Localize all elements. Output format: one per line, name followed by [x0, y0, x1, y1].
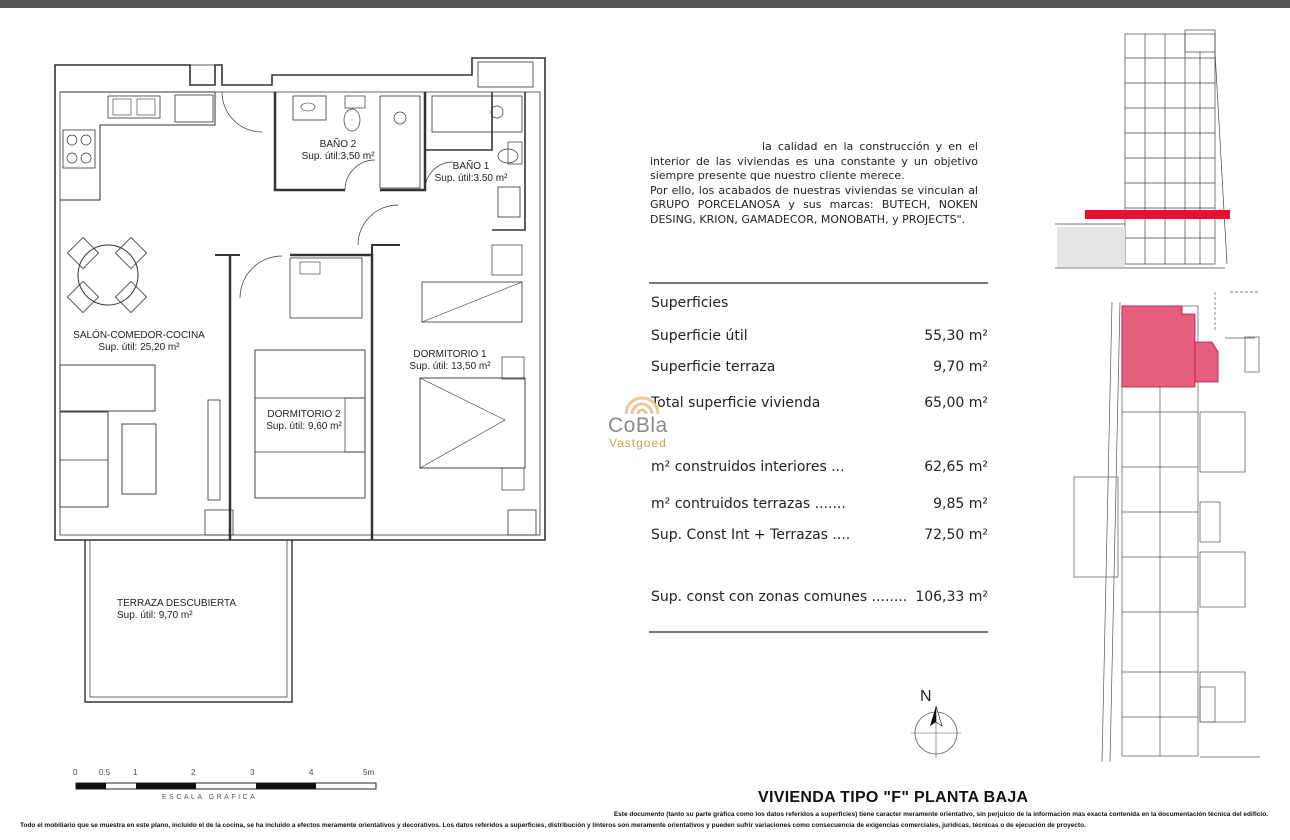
disclaimer-line-2: Todo el mobiliario que se muestra en este plano, incluido el de la cocina, se ha incluido a efectos meramente orientativos y decorativos. Los datos referidos a superficies, distribución y linteros son meramente orientativos y pueden sufrir variaciones como consecuencia de exigencias comerciales, jurídicas, técnicas o de ejecución de proyecto. [20, 822, 1086, 829]
disclaimer-line-1: Este documento (tanto su parte gráfica como los datos referidos a superficies) tiene caracter meramente orientativo, sin perjuicio de la información más exacta contenida en la documentación técnica del edificio. [613, 811, 1268, 818]
surfaces-bottom-rule [649, 631, 988, 633]
surface-row-value: 9,85 m² [933, 496, 988, 512]
watermark-sub: Vastgoed [609, 436, 667, 450]
surfaces-heading-text: Superficies [651, 295, 729, 311]
scale-tick-0: 0 [73, 768, 78, 777]
bano1-area: Sup. útil:3.50 m² [434, 173, 508, 184]
surface-row-label: Superficie útil [651, 328, 748, 344]
bano2-label [293, 139, 383, 163]
surface-row-label: Sup. const con zonas comunes ........ [651, 589, 908, 605]
dorm2-name: DORMITORIO 2 [267, 409, 341, 420]
bano1-label [428, 161, 514, 185]
description-line-2: Por ello, los acabados de nuestras viviendas se vinculan al GRUPO PORCELANOSA y sus marcas: BUTECH, NOKEN DESING, KRION, GAMADECOR, MONOBATH, y PROJECTS". [650, 183, 978, 226]
surface-row-label: Sup. Const Int + Terrazas .... [651, 527, 851, 543]
salon-area: Sup. útil: 25,20 m² [98, 342, 180, 353]
surface-row-value: 72,50 m² [924, 527, 988, 543]
surface-row-value: 55,30 m² [924, 328, 988, 344]
surface-row-value: 106,33 m² [915, 589, 988, 605]
surface-row-label: m² construidos interiores ... [651, 459, 845, 475]
dorm1-label [400, 349, 500, 373]
plan-title: VIVIENDA TIPO "F" PLANTA BAJA [758, 789, 1029, 806]
surface-row-label: Superficie terraza [651, 359, 776, 375]
bano2-area: Sup. útil:3,50 m² [301, 151, 375, 162]
scale-tick-5m: 5m [363, 768, 375, 777]
dorm1-name: DORMITORIO 1 [413, 349, 487, 360]
scale-caption: ESCALA GRAFICA [162, 794, 258, 801]
surface-row-value: 65,00 m² [924, 395, 988, 411]
surfaces-top-rule [649, 282, 988, 284]
scale-tick-2: 2 [191, 768, 196, 777]
scale-tick-05: 0.5 [99, 768, 111, 777]
terraza-name: TERRAZA DESCUBIERTA [117, 598, 237, 609]
compass-icon [906, 688, 966, 758]
watermark-logo-icon [622, 392, 662, 416]
surface-row-label: Total superficie vivienda [651, 395, 821, 411]
bano2-name: BAÑO 2 [319, 139, 357, 150]
dorm2-label [252, 409, 356, 433]
dorm1-area: Sup. útil: 13,50 m² [409, 361, 491, 372]
salon-label [64, 330, 214, 354]
dorm2-area: Sup. útil: 9,60 m² [266, 421, 342, 432]
scale-tick-3: 3 [250, 768, 255, 777]
surface-row-label: m² contruidos terrazas ....... [651, 496, 846, 512]
floor-plan [0, 0, 560, 760]
terraza-area: Sup. útil: 9,70 m² [117, 610, 193, 621]
compass-north-label: N [920, 688, 932, 705]
watermark-name: CoBla [608, 414, 668, 437]
site-plan [1050, 292, 1260, 772]
terraza-label [117, 598, 257, 622]
scale-tick-4: 4 [309, 768, 314, 777]
bano1-name: BAÑO 1 [452, 161, 490, 172]
description-line-1: la calidad en la construcción y en el interior de las viviendas es una constante y un objetivo siempre presente que nuestro cliente merece. [650, 140, 978, 182]
scale-tick-1: 1 [133, 768, 138, 777]
description-paragraph [650, 140, 978, 227]
salon-name: SALÓN-COMEDOR-COCINA [73, 330, 205, 341]
surface-row-value: 9,70 m² [933, 359, 988, 375]
surface-row-value: 62,65 m² [924, 459, 988, 475]
building-elevation [1055, 28, 1230, 273]
